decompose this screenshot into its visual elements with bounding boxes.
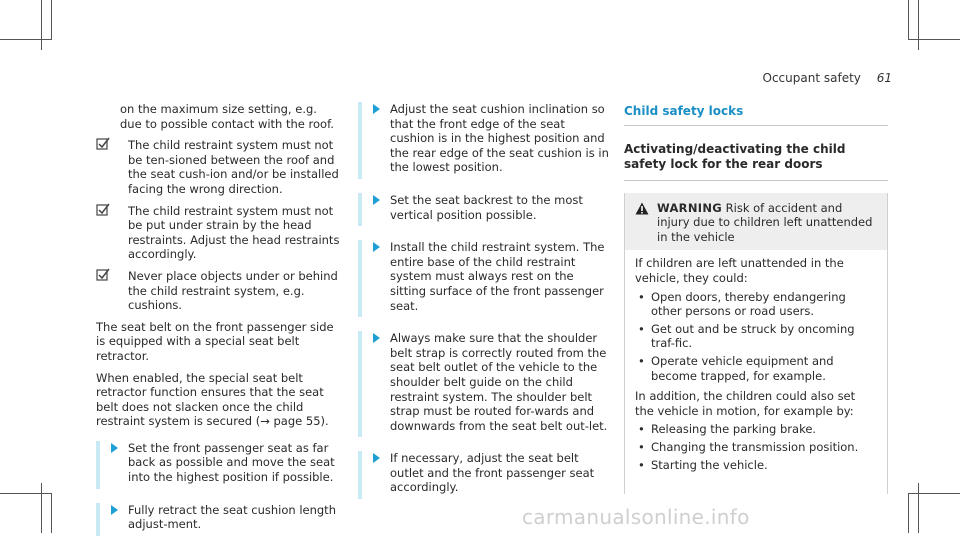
- step-text: If necessary, adjust the seat belt outlet and the front passenger seat accordingly.: [390, 451, 595, 495]
- paragraph: The seat belt on the front passenger side is equipped with a special seat belt retractor.: [96, 319, 334, 363]
- step-item: [358, 102, 610, 179]
- crop-mark: [908, 493, 909, 533]
- list-item: • Releasing the parking brake.: [635, 422, 877, 437]
- list-item: • Open doors, thereby endangering other persons or road users.: [635, 290, 877, 319]
- warning-text: Risk of accident and injury due to children left unattended in the vehicle: [657, 200, 873, 244]
- warning-list: [635, 290, 877, 384]
- list-item: • Get out and be struck by oncoming traf-fic.: [635, 322, 877, 351]
- checklist-text: The child restraint system must not be put under strain by the head restraints. Adjust the head restraints accordingly.: [128, 203, 340, 262]
- step-item: [96, 441, 342, 489]
- warning-list: [635, 422, 877, 472]
- section-name: Occupant safety: [762, 71, 861, 85]
- step-item: [96, 503, 342, 536]
- checkbox-check-icon: [96, 137, 110, 151]
- watermark: carmanualsonline.info: [522, 505, 750, 529]
- crop-mark: [51, 493, 52, 533]
- step-arrow-icon: [373, 195, 380, 205]
- list-item: • Changing the transmission position.: [635, 440, 877, 455]
- warning-lead: In addition, the children could also set the vehicle in motion, for example by:: [635, 389, 856, 418]
- crop-mark: [908, 0, 909, 40]
- crop-mark: [918, 0, 919, 50]
- step-text: Adjust the seat cushion inclination so that the front edge of the seat cushion is in the highest position and the rear edge of the seat cushion is in the lowest position.: [390, 102, 609, 175]
- checkbox-check-icon: [96, 203, 110, 217]
- page-number: 61: [876, 71, 892, 85]
- checklist-text: Never place objects under or behind the child restraint system, e.g. cushions.: [128, 268, 338, 313]
- step-text: Fully retract the seat cushion length adjust-ment.: [128, 502, 336, 532]
- step-text: Install the child restraint system. The entire base of the child restraint system must always rest on the sitting surface of the front passenger seat.: [390, 240, 605, 313]
- step-text: Set the front passenger seat as far back as possible and move the seat into the highest position if possible.: [128, 440, 335, 485]
- step-item: [358, 193, 610, 226]
- step-text: Always make sure that the shoulder belt strap is correctly routed from the seat belt outlet of the vehicle to the shoulder belt guide on the child restraint system. The shoulder belt strap must be routed for-wards and downwards from the seat belt out-let.: [390, 331, 608, 433]
- warning-triangle-icon: [635, 202, 649, 215]
- step-arrow-icon: [111, 505, 118, 515]
- step-text: Set the seat backrest to the most vertical position possible.: [390, 192, 583, 222]
- paragraph: When enabled, the special seat belt retractor function ensures that the seat belt does not slacken once the child restraint system is secured (→ page 55).: [96, 370, 329, 429]
- crop-mark: [41, 483, 42, 533]
- checklist-text: The child restraint system must not be ten-sioned between the roof and the seat cush-ion and/or be installed facing the wrong direction.: [128, 138, 339, 196]
- column-left: [96, 102, 342, 550]
- section-title: Child safety locks: [624, 104, 888, 126]
- warning-header: [625, 193, 887, 251]
- crop-mark: [41, 0, 42, 50]
- crop-mark: [51, 0, 52, 40]
- checklist-item: [96, 269, 342, 313]
- page-header: [763, 71, 892, 85]
- intro-text: on the maximum size setting, e.g. due to possible contact with the roof.: [120, 102, 334, 131]
- warning-label: WARNING: [657, 200, 722, 215]
- column-middle: [358, 102, 610, 513]
- crop-mark: [908, 493, 960, 494]
- step-item: [358, 331, 610, 437]
- checkbox-check-icon: [96, 268, 110, 282]
- step-arrow-icon: [373, 333, 380, 343]
- step-item: [358, 240, 610, 317]
- warning-lead: If children are left unattended in the vehicle, they could:: [635, 256, 844, 285]
- step-arrow-icon: [373, 453, 380, 463]
- list-item: • Operate vehicle equipment and become trapped, for example.: [635, 354, 877, 383]
- step-arrow-icon: [373, 242, 380, 252]
- subsection-title: Activating/deactivating the child safety lock for the rear doors: [624, 142, 888, 181]
- checklist-item: [96, 204, 342, 262]
- crop-mark: [0, 493, 52, 494]
- step-arrow-icon: [373, 104, 380, 114]
- step-arrow-icon: [111, 443, 118, 453]
- column-right: [624, 104, 888, 494]
- crop-mark: [0, 39, 52, 40]
- checklist-item: [96, 138, 342, 196]
- crop-mark: [908, 39, 960, 40]
- warning-box: [624, 193, 888, 495]
- list-item: • Starting the vehicle.: [635, 458, 877, 473]
- crop-mark: [918, 483, 919, 533]
- step-item: [358, 451, 610, 499]
